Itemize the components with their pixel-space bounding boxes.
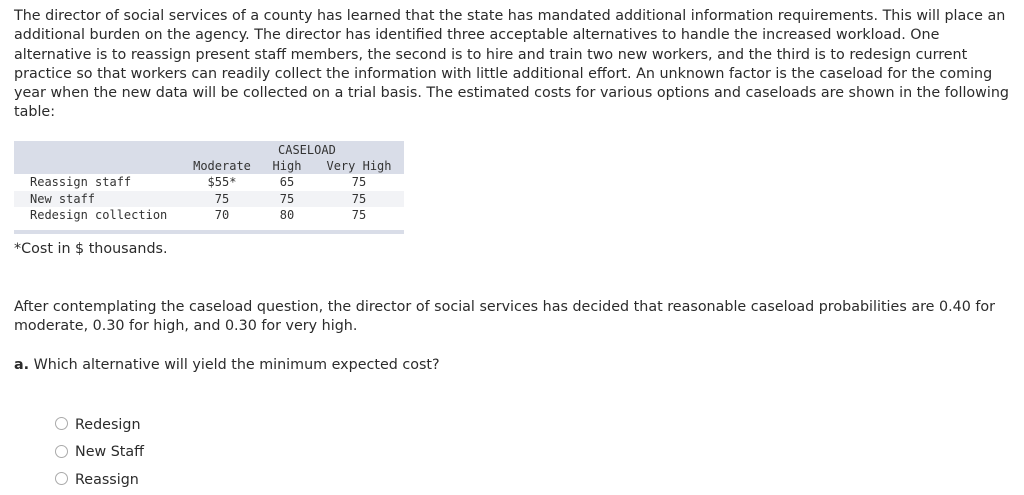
cost-footnote: *Cost in $ thousands. — [14, 241, 168, 257]
option-label: New Staff — [75, 444, 145, 461]
option-label: Reassign — [75, 471, 139, 488]
column-header-moderate: Moderate — [193, 159, 251, 173]
table-cell: 75 — [351, 175, 367, 189]
radio-button[interactable] — [55, 472, 68, 485]
column-header-very-high: Very High — [326, 159, 392, 173]
table-footer-bar — [14, 230, 404, 234]
table-cell: 75 — [214, 191, 230, 206]
table-row — [14, 207, 404, 224]
table-cell: 70 — [214, 208, 230, 222]
question-text: Which alternative will yield the minimum expected cost? — [29, 357, 440, 373]
caseload-title: CASELOAD — [278, 143, 336, 157]
answer-options — [55, 411, 144, 494]
option-reassign[interactable] — [55, 466, 144, 494]
option-label: Redesign — [75, 416, 141, 433]
question-label: a. — [14, 357, 30, 373]
row-label: Redesign collection — [30, 208, 168, 222]
question-a — [14, 357, 440, 373]
probability-paragraph: After contemplating the caseload question, the director of social services has decided that reasonable caseload probabilities are 0.40 for moderate, 0.30 for high, and 0.30 for very high. — [14, 299, 996, 335]
table-cell: 65 — [279, 175, 295, 189]
option-new-staff[interactable] — [55, 439, 144, 467]
column-header-high: High — [272, 159, 302, 173]
table-cell: 75 — [351, 191, 367, 206]
table-row — [14, 174, 404, 191]
table-cell: 75 — [351, 208, 367, 222]
problem-intro: The director of social services of a county has learned that the state has mandated additional information requirements. This will place an additional burden on the agency. The director has identified three acceptable alternatives to handle the increased workload. One alternative is to reassign present staff members, the second is to hire and train two new workers, and the third is to redesign current practice so that workers can readily collect the information with little additional effort. An unknown factor is the caseload for the coming year when the new data will be collected on a trial basis. The estimated costs for various options and caseloads are shown in the following table: — [14, 8, 1009, 121]
table-cell: 80 — [279, 208, 295, 222]
table-header — [14, 141, 404, 174]
radio-button[interactable] — [55, 445, 68, 458]
table-cell: 75 — [279, 191, 295, 206]
table-cell: $55* — [207, 175, 237, 189]
row-label: New staff — [30, 191, 96, 206]
row-label: Reassign staff — [30, 175, 132, 189]
option-redesign[interactable] — [55, 411, 144, 439]
cost-table — [14, 141, 404, 234]
radio-button[interactable] — [55, 417, 68, 430]
table-row — [14, 191, 404, 208]
